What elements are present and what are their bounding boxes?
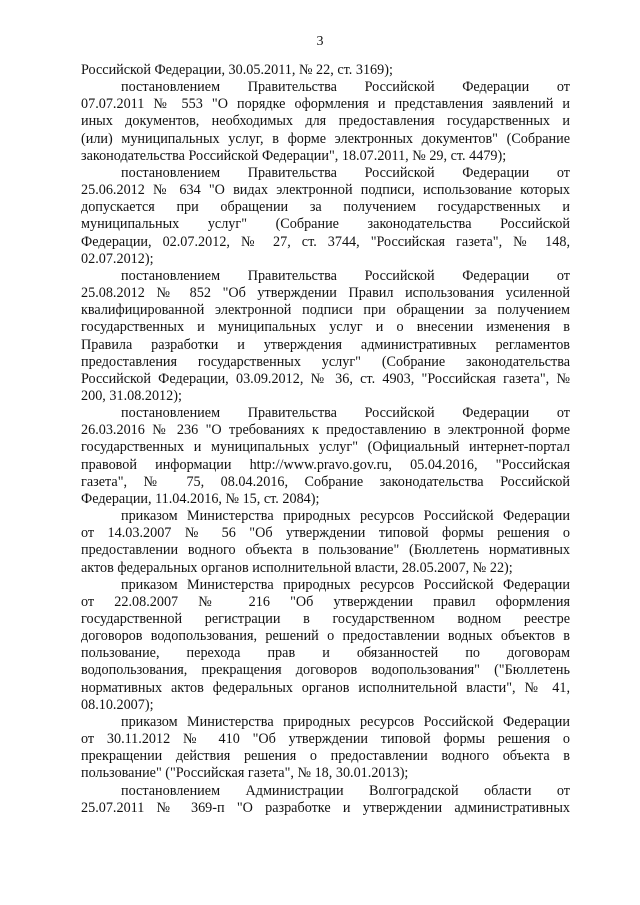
text-line: пользование, перехода прав и обязанностей по договорам [81,645,570,662]
text-line: 02.07.2012); [81,250,154,267]
text-line: предоставлении водного объекта в пользование" (Бюллетень нормативных [81,542,570,559]
text-line: 25.07.2011 № 369-п "О разработке и утверждении административных [81,799,570,816]
page-number: 3 [316,34,324,49]
continuation-line: Российской Федерации, 30.05.2011, № 22, ст. 3169); [81,62,393,78]
text-line: приказом Министерства природных ресурсов Российской Федерации [121,508,570,525]
text-line: от 22.08.2007 № 216 "Об утверждении правил оформления [81,593,570,610]
text-line: нормативных актов федеральных органов исполнительной власти", № 41, [81,679,570,696]
text-line: пользование" ("Российская газета", № 18, 30.01.2013); [81,765,409,782]
text-line: приказом Министерства природных ресурсов Российской Федерации [121,713,570,730]
text-line: приказом Министерства природных ресурсов Российской Федерации [121,576,570,593]
text-line: 25.06.2012 № 634 "О видах электронной подписи, использование которых [81,182,570,199]
text-line: государственных и муниципальных услуг" (Официальный интернет-портал [81,439,570,456]
paragraph [81,714,570,783]
text-line: Федерации, 02.07.2012, № 27, ст. 3744, "Российская газета", № 148, [81,233,570,250]
text-line: прекращении действия решения о предоставлении водного объекта в [81,748,570,765]
text-line: газета", № 75, 08.04.2016, Собрание законодательства Российской [81,473,570,490]
text-line: квалифицированной электронной подписи при обращении за получением [81,302,570,319]
paragraph [81,79,570,165]
paragraph [81,508,570,577]
text-line: 08.10.2007); [81,696,154,713]
paragraph [81,268,570,405]
paragraph-list [81,79,570,817]
text-line: 26.03.2016 № 236 "О требованиях к предоставлению в электронной форме [81,422,570,439]
paragraph [81,405,570,508]
text-line: правовой информации http://www.pravo.gov.ru, 05.04.2016, "Российская [81,456,570,473]
paragraph [81,165,570,268]
document-body [81,62,570,817]
text-line: государственных и муниципальных услуг и о внесении изменения в [81,319,570,336]
text-line: постановлением Правительства Российской Федерации от [121,267,570,284]
text-line: договоров водопользования, решений о предоставлении водных объектов в [81,628,570,645]
text-line: (или) муниципальных услуг, в форме электронных документов" (Собрание [81,130,570,147]
text-line: Российской Федерации, 03.09.2012, № 36, ст. 4903, "Российская газета", № [81,370,570,387]
text-line: допускается при обращении за получением государственных и [81,199,570,216]
text-line: государственной регистрации в государственном водном реестре [81,611,570,627]
text-line: водопользования, прекращения договоров водопользования" ("Бюллетень [81,662,570,679]
text-line: 200, 31.08.2012); [81,387,182,404]
text-line: 07.07.2011 № 553 "О порядке оформления и представления заявлений и [81,96,570,113]
paragraph [81,577,570,714]
text-line: иных документов, необходимых для предоставления государственных и [81,113,570,130]
text-line: постановлением Администрации Волгоградской области от [121,782,570,799]
text-line: постановлением Правительства Российской Федерации от [121,79,570,96]
text-line: постановлением Правительства Российской Федерации от [121,405,570,422]
text-line: 25.08.2012 № 852 "Об утверждении Правил использования усиленной [81,285,570,302]
text-line: Правила разработки и утверждения административных регламентов [81,336,570,353]
text-line: законодательства Российской Федерации", 18.07.2011, № 29, ст. 4479); [81,147,507,164]
paragraph [81,783,570,817]
text-line: от 14.03.2007 № 56 "Об утверждении типовой формы решения о [81,525,570,542]
text-line: актов федеральных органов исполнительной власти, 28.05.2007, № 22); [81,559,513,576]
text-line: Федерации, 11.04.2016, № 15, ст. 2084); [81,490,320,507]
text-line: постановлением Правительства Российской Федерации от [121,164,570,181]
text-line: от 30.11.2012 № 410 "Об утверждении типовой формы решения о [81,731,570,748]
text-line: предоставления государственных услуг" (Собрание законодательства [81,353,570,370]
text-line: муниципальных услуг" (Собрание законодательства Российской [81,216,570,233]
